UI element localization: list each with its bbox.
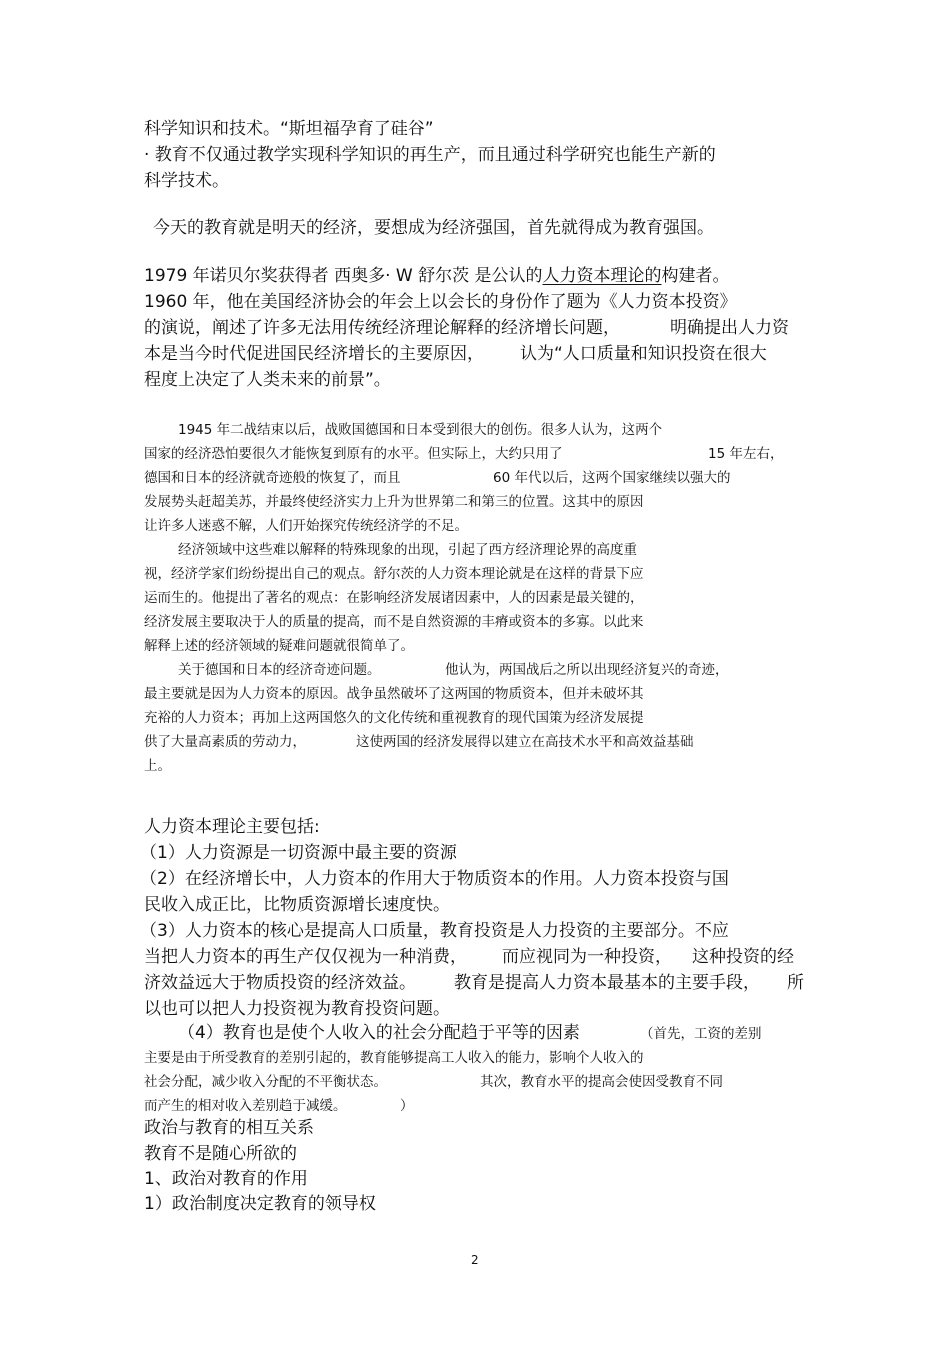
text-line: （3）人力资本的核心是提高人口质量，教育投资是人力投资的主要部分。不应 [140, 921, 729, 941]
text-line: 充裕的人力资本；再加上这两国悠久的文化传统和重视教育的现代国策为经济发展提 [144, 710, 644, 726]
text-line: 教育不是随心所欲的 [144, 1144, 297, 1164]
text-line: 视，经济学家们纷纷提出自己的观点。舒尔茨的人力资本理论就是在这样的背景下应 [144, 566, 644, 582]
text-line: 程度上决定了人类未来的前景”。 [144, 370, 391, 390]
text-span: 供了大量高素质的劳动力， [144, 734, 306, 750]
page-number: 2 [471, 1253, 479, 1267]
text-span: 国家的经济恐怕要很久才能恢复到原有的水平。但实际上，大约只用了 [144, 446, 563, 462]
text-line: 民收入成正比，比物质资源增长速度快。 [144, 895, 450, 915]
text-span: 所 [787, 973, 804, 993]
text-line: 最主要就是因为人力资本的原因。战争虽然破坏了这两国的物质资本，但并未破坏其 [144, 686, 644, 702]
section-heading: 人力资本理论主要包括: [144, 817, 320, 837]
text-line: 1、政治对教育的作用 [144, 1169, 308, 1189]
text-span: 的演说，阐述了许多无法用传统经济理论解释的经济增长问题， [144, 318, 620, 338]
text-span: 本是当今时代促进国民经济增长的主要原因， [144, 344, 484, 364]
text-span: 60 年代以后，这两个国家继续以强大的 [493, 470, 731, 486]
text-span: 15 年左右， [708, 446, 784, 462]
text-line: 解释上述的经济领域的疑难问题就很简单了。 [144, 638, 414, 654]
text-line: 以也可以把人力投资视为教育投资问题。 [144, 999, 450, 1019]
text-line: （首先，工资的差别 [640, 1026, 762, 1042]
text-span: 而应视同为一种投资， [502, 947, 672, 967]
text-span: 他认为，两国战后之所以出现经济复兴的奇迹， [445, 662, 729, 678]
section-heading: 政治与教育的相互关系 [144, 1118, 314, 1138]
text-line: （4）教育也是使个人收入的社会分配趋于平等的因素 [178, 1023, 580, 1043]
text-line: 1）政治制度决定教育的领导权 [144, 1194, 376, 1214]
underlined-term: 人力资本理论的 [542, 266, 662, 286]
text-line [144, 265, 730, 287]
text-span: 明确提出人力资 [670, 318, 789, 338]
text-span: 这种投资的经 [692, 947, 794, 967]
text-span: 济效益远大于物质投资的经济效益。 [144, 973, 416, 993]
text-span: 构建者。 [661, 266, 730, 286]
text-line: （1）人力资源是一切资源中最主要的资源 [140, 843, 457, 863]
text-line: （2）在经济增长中，人力资本的作用大于物质资本的作用。人力资本投资与国 [140, 869, 729, 889]
text-line: 经济发展主要取决于人的质量的提高，而不是自然资源的丰瘠或资本的多寡。以此来 [144, 614, 644, 630]
text-span: 教育是提高人力资本最基本的主要手段， [454, 973, 760, 993]
text-span: 当把人力资本的再生产仅仅视为一种消费， [144, 947, 467, 967]
text-line: 让许多人迷惑不解，人们开始探究传统经济学的不足。 [144, 518, 468, 534]
text-span: 其次，教育水平的提高会使因受教育不同 [480, 1074, 723, 1090]
text-span: 德国和日本的经济就奇迹般的恢复了，而且 [144, 470, 401, 486]
text-span: 关于德国和日本的经济奇迹问题。 [178, 662, 381, 678]
text-span: 而产生的相对收入差别趋于减缓。 [144, 1098, 347, 1114]
text-line: 上。 [144, 758, 171, 774]
text-span: ） [400, 1098, 414, 1114]
text-line: 1960 年，他在美国经济协会的年会上以会长的身份作了题为《人力资本投资》 [144, 292, 737, 312]
text-line: 发展势头赶超美苏，并最终使经济实力上升为世界第二和第三的位置。这其中的原因 [144, 494, 644, 510]
text-span: 认为“人口质量和知识投资在很大 [520, 344, 767, 364]
text-span: 社会分配，减少收入分配的不平衡状态。 [144, 1074, 387, 1090]
text-line: 经济领域中这些难以解释的特殊现象的出现，引起了西方经济理论界的高度重 [178, 542, 637, 558]
text-line: 1945 年二战结束以后，战败国德国和日本受到很大的创伤。很多人认为，这两个 [178, 422, 663, 438]
text-line: 科学知识和技术。“斯坦福孕育了硅谷” [144, 119, 434, 139]
text-line: 科学技术。 [144, 171, 229, 191]
text-line: · 教育不仅通过教学实现科学知识的再生产，而且通过科学研究也能生产新的 [144, 145, 716, 165]
text-line: 运而生的。他提出了著名的观点：在影响经济发展诸因素中，人的因素是最关键的， [144, 590, 644, 606]
text-line: 今天的教育就是明天的经济，要想成为经济强国，首先就得成为教育强国。 [153, 218, 714, 238]
text-span: 1979 年诺贝尔奖获得者 西奥多· W 舒尔茨 是公认的 [144, 266, 543, 286]
text-span: 这使两国的经济发展得以建立在高技术水平和高效益基础 [356, 734, 694, 750]
text-line: 主要是由于所受教育的差别引起的，教育能够提高工人收入的能力，影响个人收入的 [144, 1050, 644, 1066]
